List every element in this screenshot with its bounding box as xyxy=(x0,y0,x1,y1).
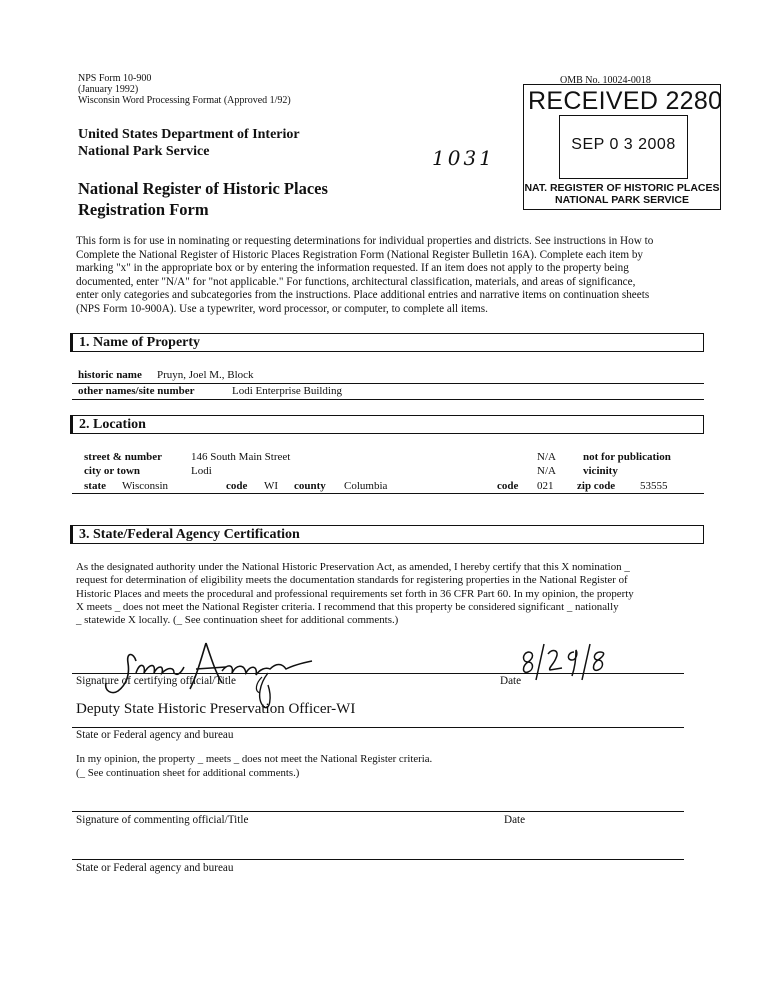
form-number: NPS Form 10-900 xyxy=(78,73,152,84)
city-na: N/A xyxy=(537,465,556,477)
street-value: 146 South Main Street xyxy=(191,451,291,463)
cert-line: As the designated authority under the National Historic Preservation Act, as amended, I hereby certify that this X nomination _ xyxy=(76,561,630,573)
county-label: county xyxy=(294,480,326,492)
zip-label: zip code xyxy=(577,480,616,492)
divider xyxy=(72,493,704,494)
official-title: Deputy State Historic Preservation Officer-WI xyxy=(76,701,356,717)
handwritten-date xyxy=(518,640,618,682)
bureau-label-2: State or Federal agency and bureau xyxy=(76,862,234,874)
intro-line: enter only categories and subcategories from the instructions. Place additional entries and narrative items on continuation sheets xyxy=(76,289,650,302)
cert-line: request for determination of eligibility meets the documentation standards for registering properties in the National Register of xyxy=(76,574,628,587)
state-value: Wisconsin xyxy=(122,480,168,492)
vicinity-label: vicinity xyxy=(583,465,618,477)
agency-line2: National Park Service xyxy=(78,144,210,159)
received-date: SEP 0 3 2008 xyxy=(571,136,676,153)
section-3-header xyxy=(70,525,704,544)
intro-line: marking "x" in the appropriate box or by entering the information requested. If an item does not apply to the property being xyxy=(76,262,629,275)
intro-line: Complete the National Register of Historic Places Registration Form (National Register Bulletin 16A). Complete each item by xyxy=(76,248,644,261)
divider xyxy=(72,859,684,860)
divider xyxy=(72,383,704,384)
state-code-value: WI xyxy=(264,480,279,492)
section-1-header xyxy=(70,333,704,352)
bureau-label: State or Federal agency and bureau xyxy=(76,729,234,741)
commenting-signature-line xyxy=(72,811,684,812)
certification-paragraph xyxy=(76,561,634,627)
received-stamp-title: RECEIVED 2280 xyxy=(528,87,723,115)
received-stamp xyxy=(523,84,721,210)
format-note: Wisconsin Word Processing Format (Approved 1/92) xyxy=(78,95,291,106)
omb-number: OMB No. 10024-0018 xyxy=(560,75,651,86)
historic-name-label: historic name xyxy=(78,369,142,381)
intro-paragraph xyxy=(76,235,716,317)
state-code-label: code xyxy=(226,480,248,492)
state-label: state xyxy=(84,480,106,492)
signature-label: Signature of certifying official/Title xyxy=(76,675,237,687)
section-1-heading: 1. Name of Property xyxy=(79,335,201,350)
other-names-value: Lodi Enterprise Building xyxy=(232,385,342,397)
county-code-label: code xyxy=(497,480,519,492)
opinion-line1: In my opinion, the property _ meets _ does not meet the National Register criteria. xyxy=(76,753,433,765)
street-na: N/A xyxy=(537,451,556,463)
city-value: Lodi xyxy=(191,465,212,477)
divider xyxy=(72,399,704,400)
zip-value: 53555 xyxy=(640,480,668,492)
cert-line: X meets _ does not meet the National Register criteria. I recommend that this property be considered significant _ nationally xyxy=(76,600,619,613)
intro-line: (NPS Form 10-900A). Use a typewriter, word processor, or computer, to complete all items. xyxy=(76,302,488,315)
handwritten-number: 1031 xyxy=(432,146,495,170)
form-title-line2: Registration Form xyxy=(78,200,209,219)
stamp-footer-line1: NAT. REGISTER OF HISTORIC PLACES xyxy=(524,182,720,194)
commenting-signature-label: Signature of commenting official/Title xyxy=(76,814,249,826)
intro-line: documented, enter "N/A" for "not applicable." For functions, architectural classification, materials, and areas of significance, xyxy=(76,275,636,288)
date-label: Date xyxy=(500,675,522,687)
section-2-header xyxy=(70,415,704,434)
divider xyxy=(72,727,684,728)
intro-line: This form is for use in nominating or requesting determinations for individual properties and districts. See instructions in How to xyxy=(76,235,654,247)
other-names-label: other names/site number xyxy=(78,385,195,397)
section-3-heading: 3. State/Federal Agency Certification xyxy=(79,527,300,542)
historic-name-value: Pruyn, Joel M., Block xyxy=(157,369,254,381)
received-date-box xyxy=(559,115,688,179)
stamp-footer xyxy=(524,183,720,206)
county-value: Columbia xyxy=(344,480,388,492)
street-label: street & number xyxy=(84,451,162,463)
county-code-value: 021 xyxy=(537,480,554,492)
stamp-footer-line2: NATIONAL PARK SERVICE xyxy=(555,193,689,206)
commenting-date-label: Date xyxy=(504,814,526,826)
signature-line xyxy=(72,673,684,674)
section-2-heading: 2. Location xyxy=(79,417,146,432)
cert-line: Historic Places and meets the procedural and professional requirements set forth in 36 CFR Part 60. In my opinion, the property xyxy=(76,587,634,600)
city-label: city or town xyxy=(84,465,141,477)
not-for-publication-label: not for publication xyxy=(583,451,671,463)
cert-line: _ statewide X locally. (_ See continuation sheet for additional comments.) xyxy=(76,614,399,627)
form-date: (January 1992) xyxy=(78,84,139,95)
form-title-line1: National Register of Historic Places xyxy=(78,179,328,198)
opinion-line2: (_ See continuation sheet for additional comments.) xyxy=(76,767,300,779)
agency-line1: United States Department of Interior xyxy=(78,127,300,142)
